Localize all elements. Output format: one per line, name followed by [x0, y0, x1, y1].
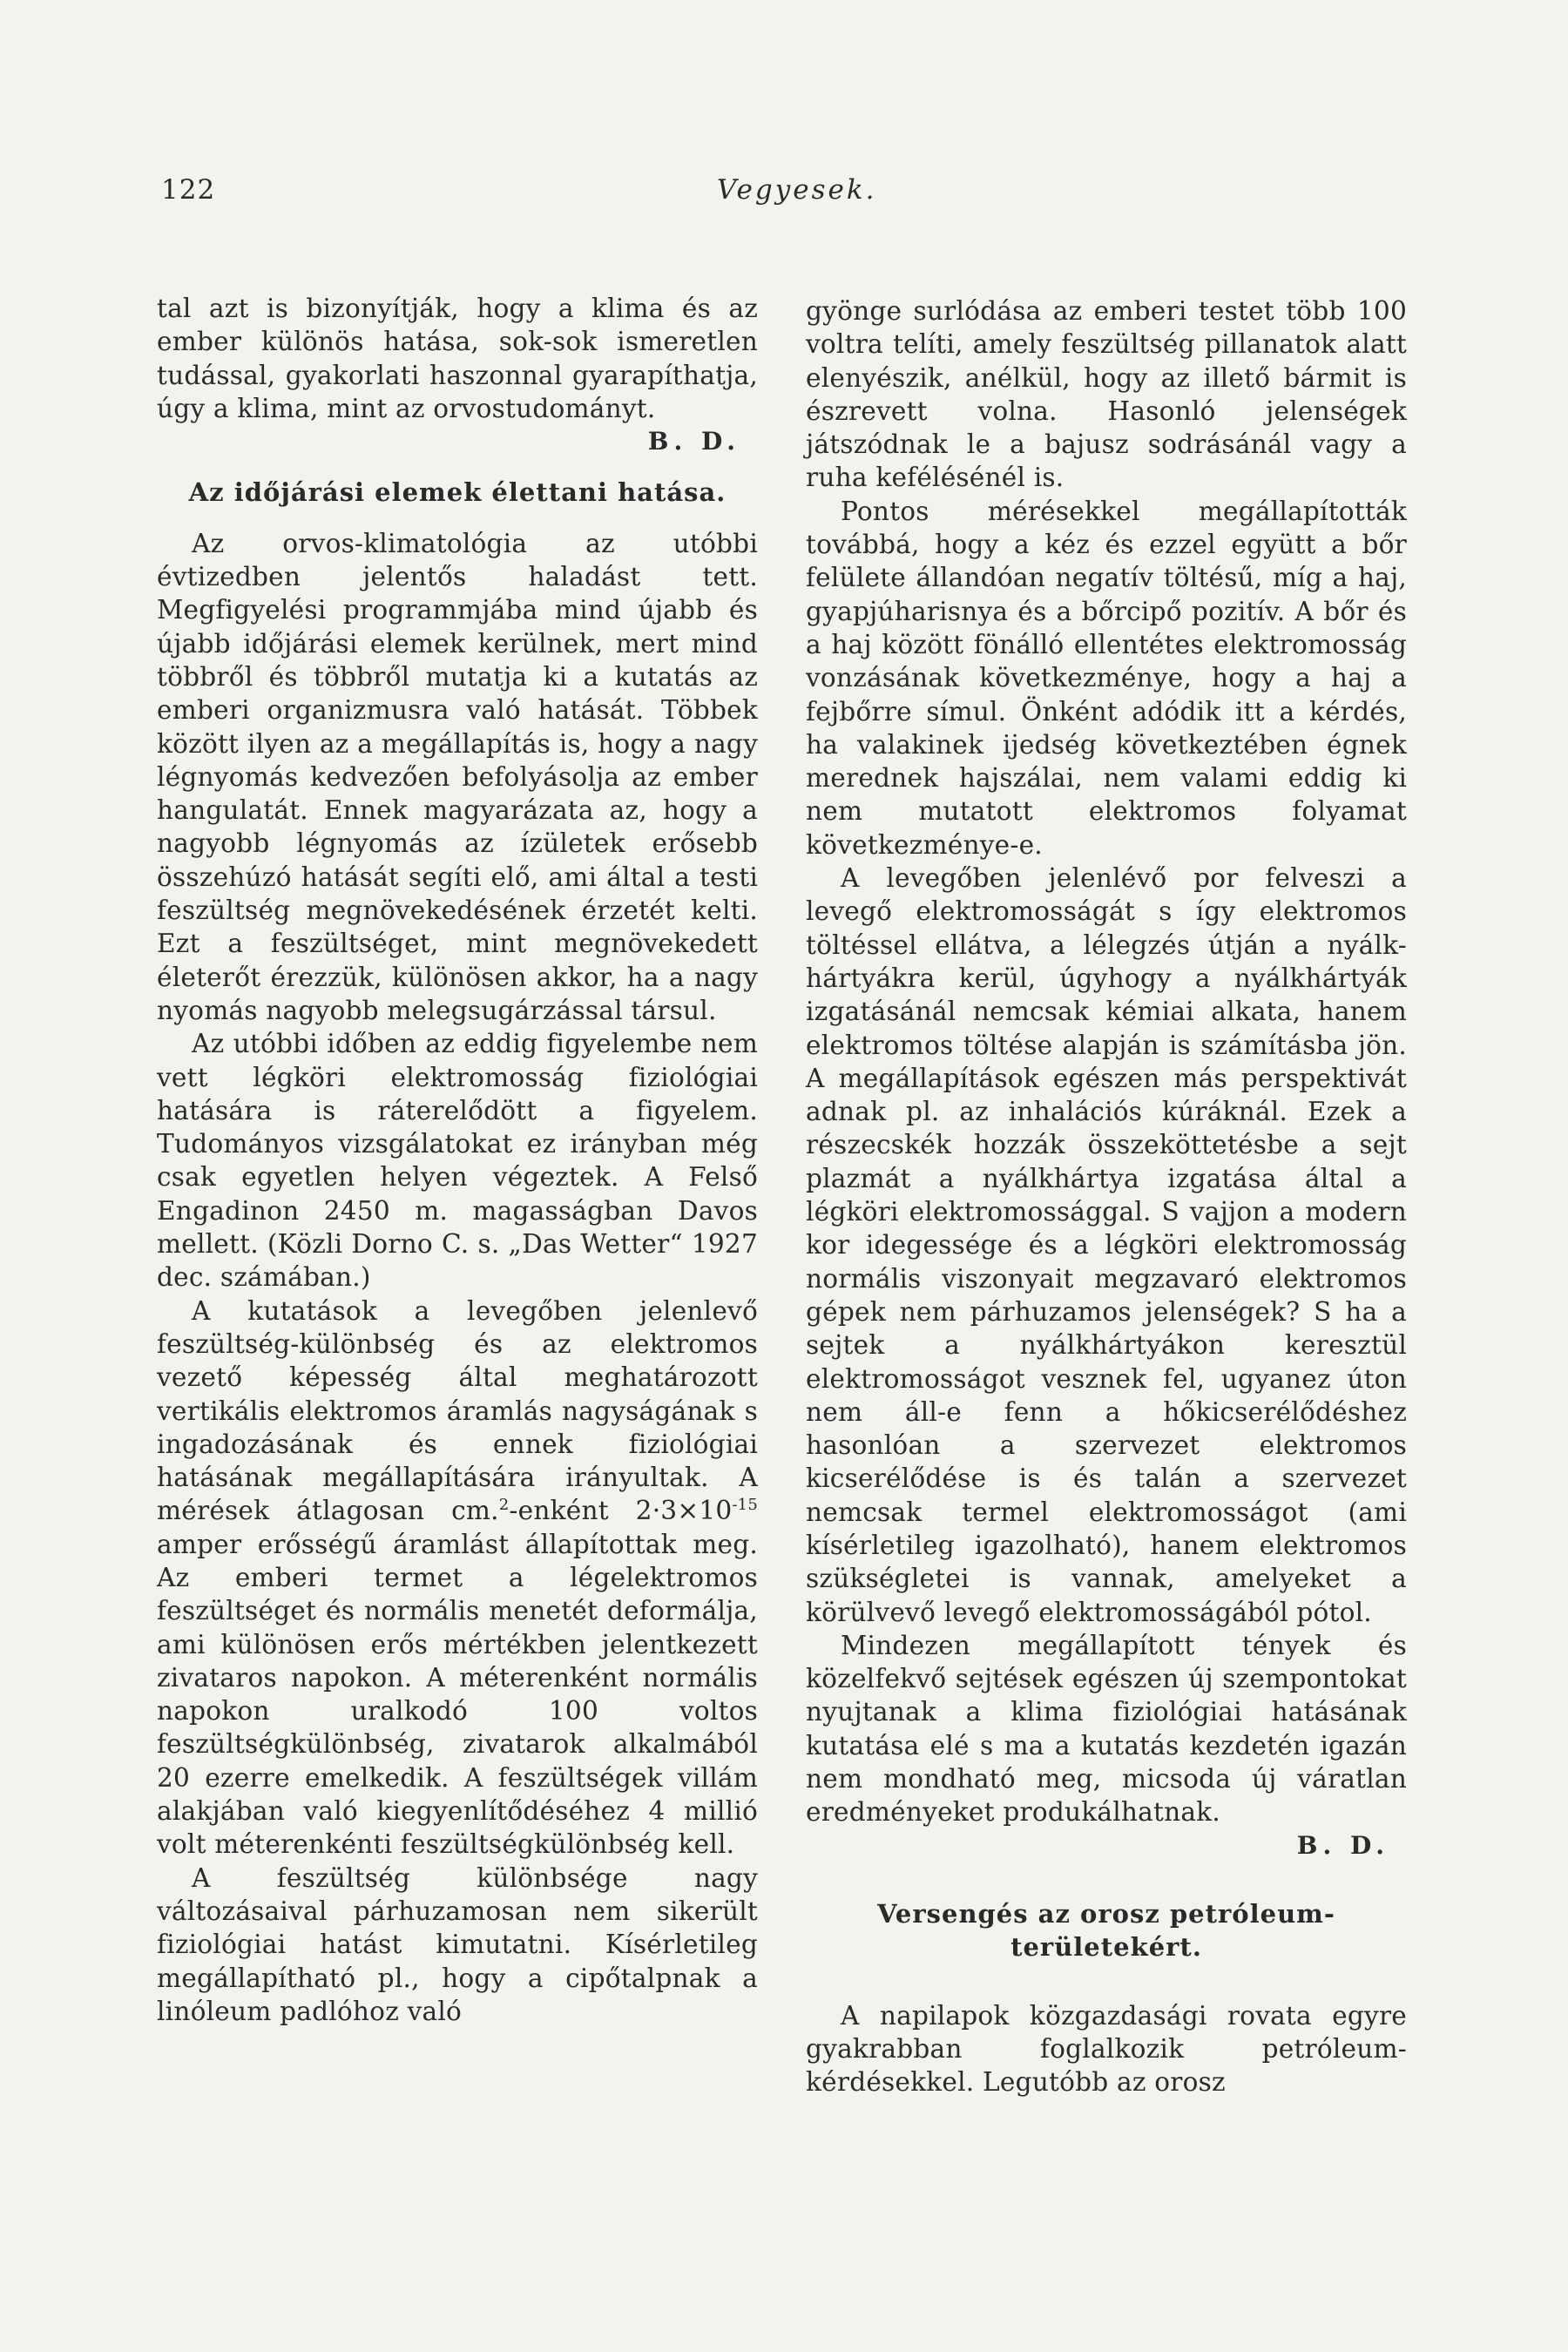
paragraph-text: amper erősségű áramlást állapítottak meg. Az emberi termet a légelektromos feszültséget és normális menetét deformálja, ami különösen erős mértékben jelentkezett zivataros napokon. A méterenként normális napokon uralkodó 100 voltos feszültségkülönbség, zivatarok alkalmából 20 ezerre emelkedik. A feszültségek villám alakjában való kiegyenlítődéséhez 4 millió volt méterenkénti feszültségkülönbség kell. — [157, 1529, 758, 1860]
paragraph: A feszültség különbsége nagy változásaival párhuzamosan nem sikerült fiziológiai hatást kimutatni. Kísérletileg megállapítható pl., hogy a cipőtalpnak a linóleum padlóhoz való — [157, 1862, 758, 2026]
paragraph: Mindezen megállapított tények és közelfekvő sejtések egészen új szempontokat nyujtanak a klima fiziológiai hatásának kutatása elé s ma a kutatás kezdetén igazán nem mondható meg, micsoda új váratlan eredményeket produkálhatnak. — [806, 1630, 1407, 1828]
signature: B. D. — [1296, 1830, 1389, 1860]
superscript: -15 — [732, 1496, 758, 1515]
paragraph: Az utóbbi időben az eddig figyelembe nem vett légköri elektromosság fiziológiai hatására is ráterelődött a figyelem. Tudományos vizsgálatokat ez irányban még csak egyetlen helyen végeztek. A Felső Engadinon 2450 m. magasságban Davos mellett. (Közli Dorno C. s. „Das Wetter“ 1927 dec. számában.) — [157, 1029, 758, 1293]
signature: B. D. — [647, 427, 740, 456]
page-number: 122 — [161, 174, 216, 206]
paragraph-continued: tal azt is bizonyítják, hogy a klima és az ember különös hatása, sok-sok ismeretlen tudással, gyakorlati haszonnal gyarapíthatja, úgy a klima, mint az orvostudományt. — [157, 294, 758, 423]
superscript: 2 — [498, 1496, 510, 1515]
paragraph-continued: gyönge surlódása az emberi testet több 100 voltra telíti, amely feszültség pillanatok alatt elenyészik, anélkül, hogy az illető bármit is észrevett volna. Hasonló jelenségek játszódnak le a bajusz sodrásánál vagy a ruha kefélésénél is. — [806, 296, 1407, 493]
paragraph: A levegőben jelenlévő por felveszi a levegő elektromosságát s így elektromos töltéssel ellátva, a lélegzés útján a nyálk-hártyákra kerül, úgyhogy a nyálkhártyák izgatásánál nemcsak kémiai alkata, hanem elektromos töltése alapján is számításba jön. A megállapítások egészen más perspektivát adnak pl. az inhalációs kúráknál. Ezek a részecskék hozzák összeköttetésbe a sejt plazmát a nyálkhártya izgatása által a légköri elektromossággal. S vajjon a modern kor idegessége és a légköri elektromosság normális viszonyait megzavaró elektromos gépek nem párhuzamos jelenségek? S ha a sejtek a nyálkhártyákon keresztül elektromosságot vesznek fel, ugyanez úton nem áll-e fenn a hőkicserélődéshez hasonlóan a szervezet elektromos kicserélődése is és talán a szervezet nemcsak termel elektromosságot (ami kísérletileg igazolható), hanem elektromos szükségletei is vannak, amelyeket a körülvevő levegő elektromosságából pótol. — [806, 863, 1407, 1627]
paragraph-text: A kutatások a levegőben jelenlevő feszültség-különbség és az elektromos vezető képesség által meghatározott vertikális elektromos áramlás nagyságának s ingadozásának és ennek fiziológiai hatásának megállapítására irányultak. A mérések átlagosan cm. — [157, 1295, 758, 1526]
article-title: Versengés az orosz petróleum-területekért. — [877, 1898, 1335, 1963]
running-title: Vegyesek. — [717, 174, 877, 206]
paragraph: A napilapok közgazdasági rovata egyre gyakrabban foglalkozik petróleum-kérdésekkel. Legutóbb az orosz — [806, 2000, 1407, 2098]
paragraph: Pontos mérésekkel megállapították továbbá, hogy a kéz és ezzel együtt a bőr felülete állandóan negatív töltésű, míg a haj, gyapjúharisnya és a bőrcipő pozitív. A bőr és a haj között fönálló ellentétes elektromosság vonzásának következménye, hogy a haj a fejbőrre símul. Önként adódik itt a kérdés, ha valakinek ijedség következtében égnek merednek hajszálai, nem valami eddig ki nem mutatott elektromos folyamat következménye-e. — [806, 496, 1407, 860]
left-column — [157, 292, 758, 2028]
article-title: Az időjárási elemek élettani hatása. — [188, 477, 727, 508]
right-column — [806, 294, 1407, 2099]
paragraph — [157, 1294, 758, 1862]
page-header — [161, 174, 1433, 209]
paragraph-text: -enként 2·3×10 — [509, 1496, 733, 1526]
paragraph: Az orvos-klimatológia az utóbbi évtizedben jelentős haladást tett. Megfigyelési programmjába mind újabb és újabb időjárási elemek kerülnek, mert mind többről és többről mutatja ki a kutatás az emberi organizmusra való hatását. Többek között ilyen az a megállapítás is, hogy a nagy légnyomás kedvezően befolyásolja az ember hangulatát. Ennek magyarázata az, hogy a nagyobb légnyomás az ízületek erősebb összehúzó hatását segíti elő, ami által a testi feszültség megnövekedésének érzetét kelti. Ezt a feszültséget, mint megnövekedett életerőt érezzük, különösen akkor, ha a nagy nyomás nagyobb melegsugárzással társul. — [157, 528, 758, 1025]
